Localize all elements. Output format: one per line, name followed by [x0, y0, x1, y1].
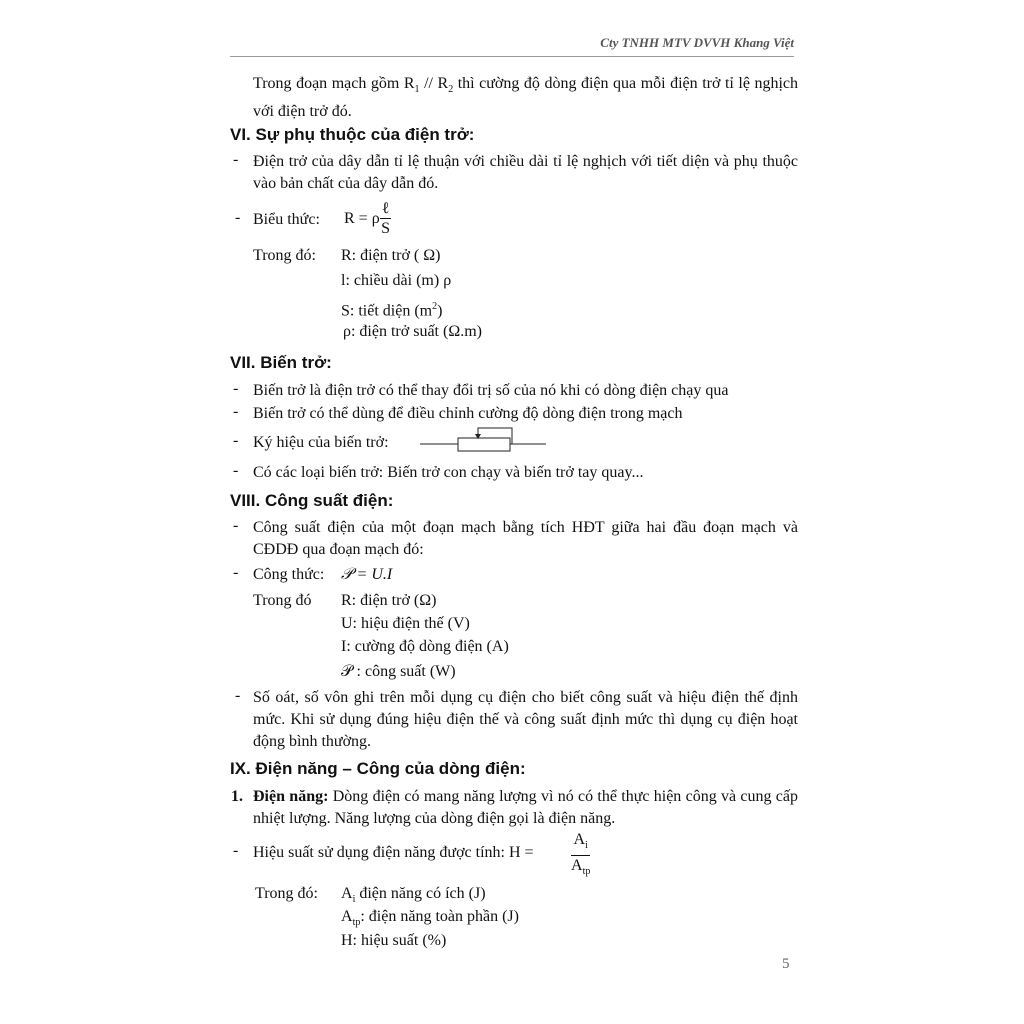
sec8-where-3: I: cường độ dòng điện (A): [341, 638, 509, 655]
sec9-item-1: Điện năng: Dòng điện có mang năng lượng vì nó có thể thực hiện công và cung cấp nhiệt lượng. Năng lượng của dòng điện gọi là điện năng.: [253, 788, 799, 827]
item-1-number: 1.: [231, 788, 243, 805]
sec6-where-label: Trong đó:: [253, 247, 316, 264]
bullet-dash: -: [233, 517, 239, 534]
bullet-dash: -: [233, 462, 239, 479]
bullet-dash: -: [233, 403, 239, 420]
sec8-where-label: Trong đó: [253, 592, 312, 609]
sec8-where-1: R: điện trở (Ω): [341, 592, 437, 609]
sec9-efficiency-text: Hiệu suất sử dụng điện năng được tính: H =: [253, 844, 534, 861]
section-6-title: VI. Sự phụ thuộc của điện trở:: [230, 125, 475, 144]
bullet-dash: -: [233, 380, 239, 397]
sec7-bullet-4: Có các loại biến trở: Biến trở con chạy và biến trở tay quay...: [253, 464, 644, 481]
sec9-where-3: H: hiệu suất (%): [341, 932, 447, 949]
formula-fraction: $\frac{\text{ℓ}}{S}$: [381, 200, 390, 237]
sec7-bullet-1: Biến trở là điện trở có thể thay đổi trị số của nó khi có dòng điện chạy qua: [253, 382, 729, 399]
section-8-title: VIII. Công suất điện:: [230, 491, 394, 510]
bullet-dash: -: [233, 432, 239, 449]
sec8-where-4: 𝒫 : công suất (W): [341, 663, 456, 680]
sec7-bullet-3: Ký hiệu của biến trở:: [253, 434, 389, 451]
sec6-where-1: R: điện trở ( Ω): [341, 247, 441, 264]
sec8-bullet-1: Công suất điện của một đoạn mạch bằng tích HĐT giữa hai đầu đoạn mạch và CĐDĐ qua đoạn mạch đó:: [253, 519, 798, 558]
sec6-formula: [344, 200, 391, 239]
sec6-formula-label: Biểu thức:: [253, 211, 320, 228]
rheostat-symbol-icon: [420, 425, 550, 453]
page-number: 5: [782, 956, 790, 972]
section-7-title: VII. Biến trở:: [230, 353, 332, 372]
sec6-where-4: ρ: điện trở suất (Ω.m): [343, 323, 482, 340]
sec8-formula-label: Công thức:: [253, 566, 325, 583]
sec8-where-2: U: hiệu điện thế (V): [341, 615, 470, 632]
sec6-where-3: S: tiết diện $(m^2)$: [341, 301, 443, 320]
sec9-where-1: $A_i$ điện năng có ích (J): [341, 885, 486, 906]
section-9-title: IX. Điện năng – Công của dòng điện:: [230, 759, 526, 778]
header-publisher: Cty TNHH MTV DVVH Khang Việt: [600, 35, 794, 50]
bullet-dash: -: [233, 564, 239, 581]
bullet-dash: -: [235, 687, 241, 704]
sec6-where-2: l: chiều dài (m) ρ: [341, 272, 452, 289]
bullet-dash: -: [235, 209, 241, 226]
sec6-bullet-1: Điện trở của dây dẫn tỉ lệ thuận với chiều dài tỉ lệ nghịch với tiết diện và phụ thuộc vào bản chất của dây dẫn đó.: [253, 153, 798, 192]
sec9-where-label: Trong đó:: [255, 885, 318, 902]
header-rule: [230, 56, 794, 57]
sec9-efficiency-fraction: $\frac{A_i}{A_{tp}}$: [571, 831, 591, 878]
sec9-where-2: $A_{tp}$: điện năng toàn phần (J): [341, 908, 519, 929]
bullet-dash: -: [233, 151, 239, 168]
bullet-dash: -: [233, 842, 239, 859]
formula-lhs: R = ρ: [344, 210, 380, 228]
sec7-bullet-2: Biến trở có thể dùng để điều chỉnh cường độ dòng điện trong mạch: [253, 405, 683, 422]
sec8-formula: 𝒫 = U.I: [341, 566, 393, 583]
intro-paragraph: Trong đoạn mạch gồm $R_1 // R_2$ thì cường độ dòng điện qua mỗi điện trở tỉ lệ nghịch với điện trở đó.: [253, 75, 799, 121]
sec8-bullet-2: Số oát, số vôn ghi trên mỗi dụng cụ điện cho biết công suất và hiệu điện thế định mức. Khi sử dụng đúng hiệu điện thế và công suất định mức thì dụng cụ điện hoạt động bình thường.: [253, 689, 798, 750]
